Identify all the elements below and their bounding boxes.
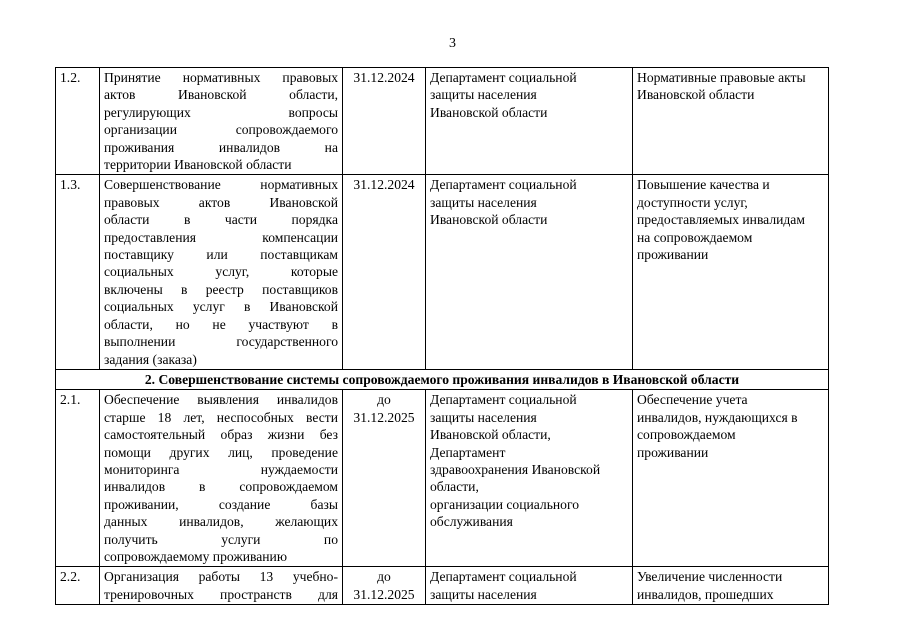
measure-line: предоставления компенсации	[104, 229, 338, 245]
result-cell	[633, 390, 829, 567]
result-line: Увеличение численности	[637, 569, 783, 585]
result-line: на сопровождаемом	[637, 229, 753, 245]
measure-line: тренировочных пространств для	[104, 586, 338, 602]
measure-cell	[100, 68, 343, 175]
measure-line: правовых актов Ивановской	[104, 194, 338, 210]
result-line: Ивановской области	[637, 87, 755, 103]
executor-cell	[426, 390, 633, 567]
executor-line: Департамент социальной	[430, 177, 577, 193]
result-cell	[633, 175, 829, 369]
executor-cell	[426, 68, 633, 175]
measure-line: проживания инвалидов на	[104, 139, 338, 155]
executor-line: Ивановской области	[430, 212, 548, 228]
table-row-1-2	[56, 68, 829, 175]
executor-line: защиты населения	[430, 194, 537, 210]
measure-line: самостоятельный образ жизни без	[104, 427, 338, 443]
result-line: проживании	[637, 444, 709, 460]
measure-line: старше 18 лет, неспособных вести	[104, 409, 338, 425]
executor-cell	[426, 175, 633, 369]
measure-line: данных инвалидов, желающих	[104, 514, 338, 530]
executor-line: защиты населения	[430, 409, 537, 425]
measure-line: области в части порядка	[104, 212, 338, 228]
measure-line: территории Ивановской области	[104, 157, 292, 173]
row-number: 2.2.	[56, 567, 100, 605]
deadline-line: 31.12.2024	[353, 177, 415, 193]
result-line: проживании	[637, 247, 709, 263]
measure-line: включены в реестр поставщиков	[104, 281, 338, 297]
measure-line: Организация работы 13 учебно-	[104, 569, 338, 585]
executor-line: Ивановской области,	[430, 427, 551, 443]
deadline-line: 31.12.2025	[353, 409, 415, 425]
measure-line: инвалидов в сопровождаемом	[104, 479, 338, 495]
measure-line: области, но не участвуют в	[104, 316, 338, 332]
result-line: доступности услуг,	[637, 194, 748, 210]
result-line: инвалидов, прошедших	[637, 586, 774, 602]
result-cell	[633, 68, 829, 175]
executor-line: Ивановской области	[430, 104, 548, 120]
measure-line: помощи других лиц, проведение	[104, 444, 338, 460]
executor-line: организации социального	[430, 496, 580, 512]
executor-line: защиты населения	[430, 87, 537, 103]
measure-line: Обеспечение выявления инвалидов	[104, 392, 338, 408]
deadline-line: 31.12.2025	[353, 586, 415, 602]
measure-line: мониторинга нуждаемости	[104, 461, 338, 477]
section-header-row	[56, 369, 829, 389]
table-row-1-3	[56, 175, 829, 369]
deadline-line: до	[377, 569, 391, 585]
result-line: Нормативные правовые акты	[637, 70, 806, 85]
executor-line: защиты населения	[430, 586, 537, 602]
measure-line: задания (заказа)	[104, 351, 197, 367]
table-row-2-2	[56, 567, 829, 605]
table-row-2-1	[56, 390, 829, 567]
section-2-title: 2. Совершенствование системы сопровождаемого проживания инвалидов в Ивановской области	[56, 369, 829, 389]
measure-line: социальных услуг, которые	[104, 264, 338, 280]
measure-line: социальных услуг в Ивановской	[104, 299, 338, 315]
measure-cell	[100, 175, 343, 369]
deadline-cell	[343, 68, 426, 175]
result-cell	[633, 567, 829, 605]
row-number: 2.1.	[56, 390, 100, 567]
executor-line: здравоохранения Ивановской	[430, 461, 601, 477]
measure-line: регулирующих вопросы	[104, 104, 338, 120]
deadline-cell	[343, 175, 426, 369]
row-number: 1.2.	[56, 68, 100, 175]
executor-line: Департамент социальной	[430, 392, 577, 408]
measure-line: организации сопровождаемого	[104, 122, 338, 138]
result-line: предоставляемых инвалидам	[637, 212, 805, 228]
measure-cell	[100, 390, 343, 567]
action-plan-table	[55, 67, 829, 605]
deadline-cell	[343, 567, 426, 605]
result-line: инвалидов, нуждающихся в	[637, 409, 798, 425]
measure-line: поставщику или поставщикам	[104, 247, 338, 263]
executor-line: Департамент социальной	[430, 70, 577, 85]
deadline-line: 31.12.2024	[353, 70, 415, 85]
measure-line: Совершенствование нормативных	[104, 177, 338, 193]
executor-line: Департамент	[430, 444, 506, 460]
executor-line: области,	[430, 479, 479, 495]
measure-cell	[100, 567, 343, 605]
executor-line: Департамент социальной	[430, 569, 577, 585]
executor-line: обслуживания	[430, 514, 513, 530]
result-line: Обеспечение учета	[637, 392, 748, 408]
deadline-cell	[343, 390, 426, 567]
row-number: 1.3.	[56, 175, 100, 369]
measure-line: актов Ивановской области,	[104, 87, 338, 103]
result-line: сопровождаемом	[637, 427, 736, 443]
executor-cell	[426, 567, 633, 605]
deadline-line: до	[377, 392, 391, 408]
measure-line: выполнении государственного	[104, 334, 338, 350]
result-line: Повышение качества и	[637, 177, 770, 193]
measure-line: получить услуги по	[104, 531, 338, 547]
measure-line: сопровождаемому проживанию	[104, 548, 287, 564]
measure-line: проживании, создание базы	[104, 496, 338, 512]
page-number: 3	[449, 36, 456, 51]
measure-line: Принятие нормативных правовых	[104, 70, 338, 85]
